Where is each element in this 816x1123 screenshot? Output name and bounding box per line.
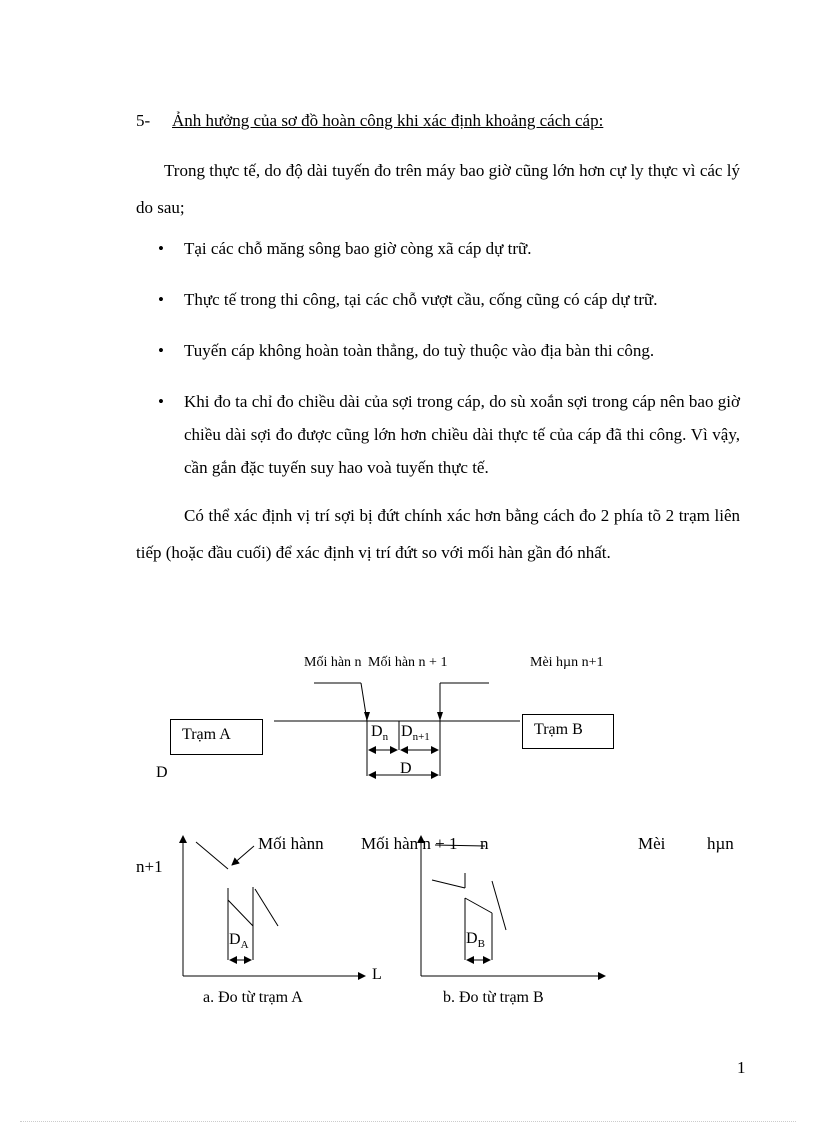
paragraph-intro: Trong thực tế, do độ dài tuyến đo trên máy bao giờ cũng lớn hơn cự ly thực vì các lý do sau; xyxy=(136,161,740,217)
axis-label-l: L xyxy=(372,966,382,983)
caption-b: b. Đo từ trạm B xyxy=(443,989,544,1006)
bullet-icon: • xyxy=(158,290,164,309)
label-d-total: D xyxy=(400,760,412,777)
station-b-box: Trạm B xyxy=(522,714,614,749)
graph-label-c: n xyxy=(480,834,489,853)
bullet-icon: • xyxy=(158,239,164,258)
label-splice-n1: Mối hàn n + 1 xyxy=(368,655,448,670)
label-splice-n: Mối hàn n xyxy=(304,655,362,670)
graph-label-d: Mèi xyxy=(638,834,666,853)
graph-label-f: n+1 xyxy=(136,857,163,876)
bullet-icon: • xyxy=(158,392,164,411)
list-item: • Tuyến cáp không hoàn toàn thẳng, do tuỳ thuộc vào địa bàn thi công. xyxy=(136,334,740,367)
label-db: $D_B$ xyxy=(466,930,485,951)
paragraph-conclusion: Có thể xác định vị trí sợi bị đứt chính xác hơn bằng cách đo 2 phía tõ 2 trạm liên tiếp (hoặc đầu cuối) để xác định vị trí đứt so với mối hàn gần đó nhất. xyxy=(136,506,740,562)
list-item: • Thực tế trong thi công, tại các chỗ vượt cầu, cống cũng có cáp dự trữ. xyxy=(136,283,740,316)
section-title: Ảnh hưởng của sơ đồ hoàn công khi xác định khoảng cách cáp: xyxy=(172,111,604,130)
label-dn: $D_n$ xyxy=(371,723,389,744)
graph-label-b: Mối hàn n + 1 xyxy=(361,834,458,853)
graph-label-a: Mối hànn xyxy=(258,834,324,853)
graph-station-a xyxy=(183,836,365,976)
bullet-icon: • xyxy=(158,341,164,360)
list-item: • Khi đo ta chỉ đo chiều dài của sợi trong cáp, do sù xoắn sợi trong cáp nên bao giờ chiều dài sợi đo được cũng lớn hơn chiều dài thực tế của cáp đã thi công. Vì vậy, cần gắn đặc tuyến suy hao voà tuyến thực tế. xyxy=(136,385,740,484)
label-splice-garbled: Mèi hµn n+1 xyxy=(530,655,604,670)
list-item: • Tại các chỗ măng sông bao giờ còng xã cáp dự trữ. xyxy=(136,232,740,265)
graph-station-b xyxy=(421,836,605,976)
splice-marker xyxy=(437,712,443,721)
page-number: 1 xyxy=(737,1058,746,1077)
graph-label-e: hµn xyxy=(707,834,734,853)
station-a-box: Trạm A xyxy=(170,719,263,755)
label-da: $D_A$ xyxy=(229,931,249,952)
label-d-stray: D xyxy=(156,764,168,781)
section-number: 5- xyxy=(136,111,151,130)
page-bottom-border xyxy=(20,1121,796,1122)
label-dn1: $D_{n+1}$ xyxy=(401,723,430,744)
splice-marker xyxy=(364,712,370,721)
caption-a: a. Đo từ trạm A xyxy=(203,989,303,1006)
